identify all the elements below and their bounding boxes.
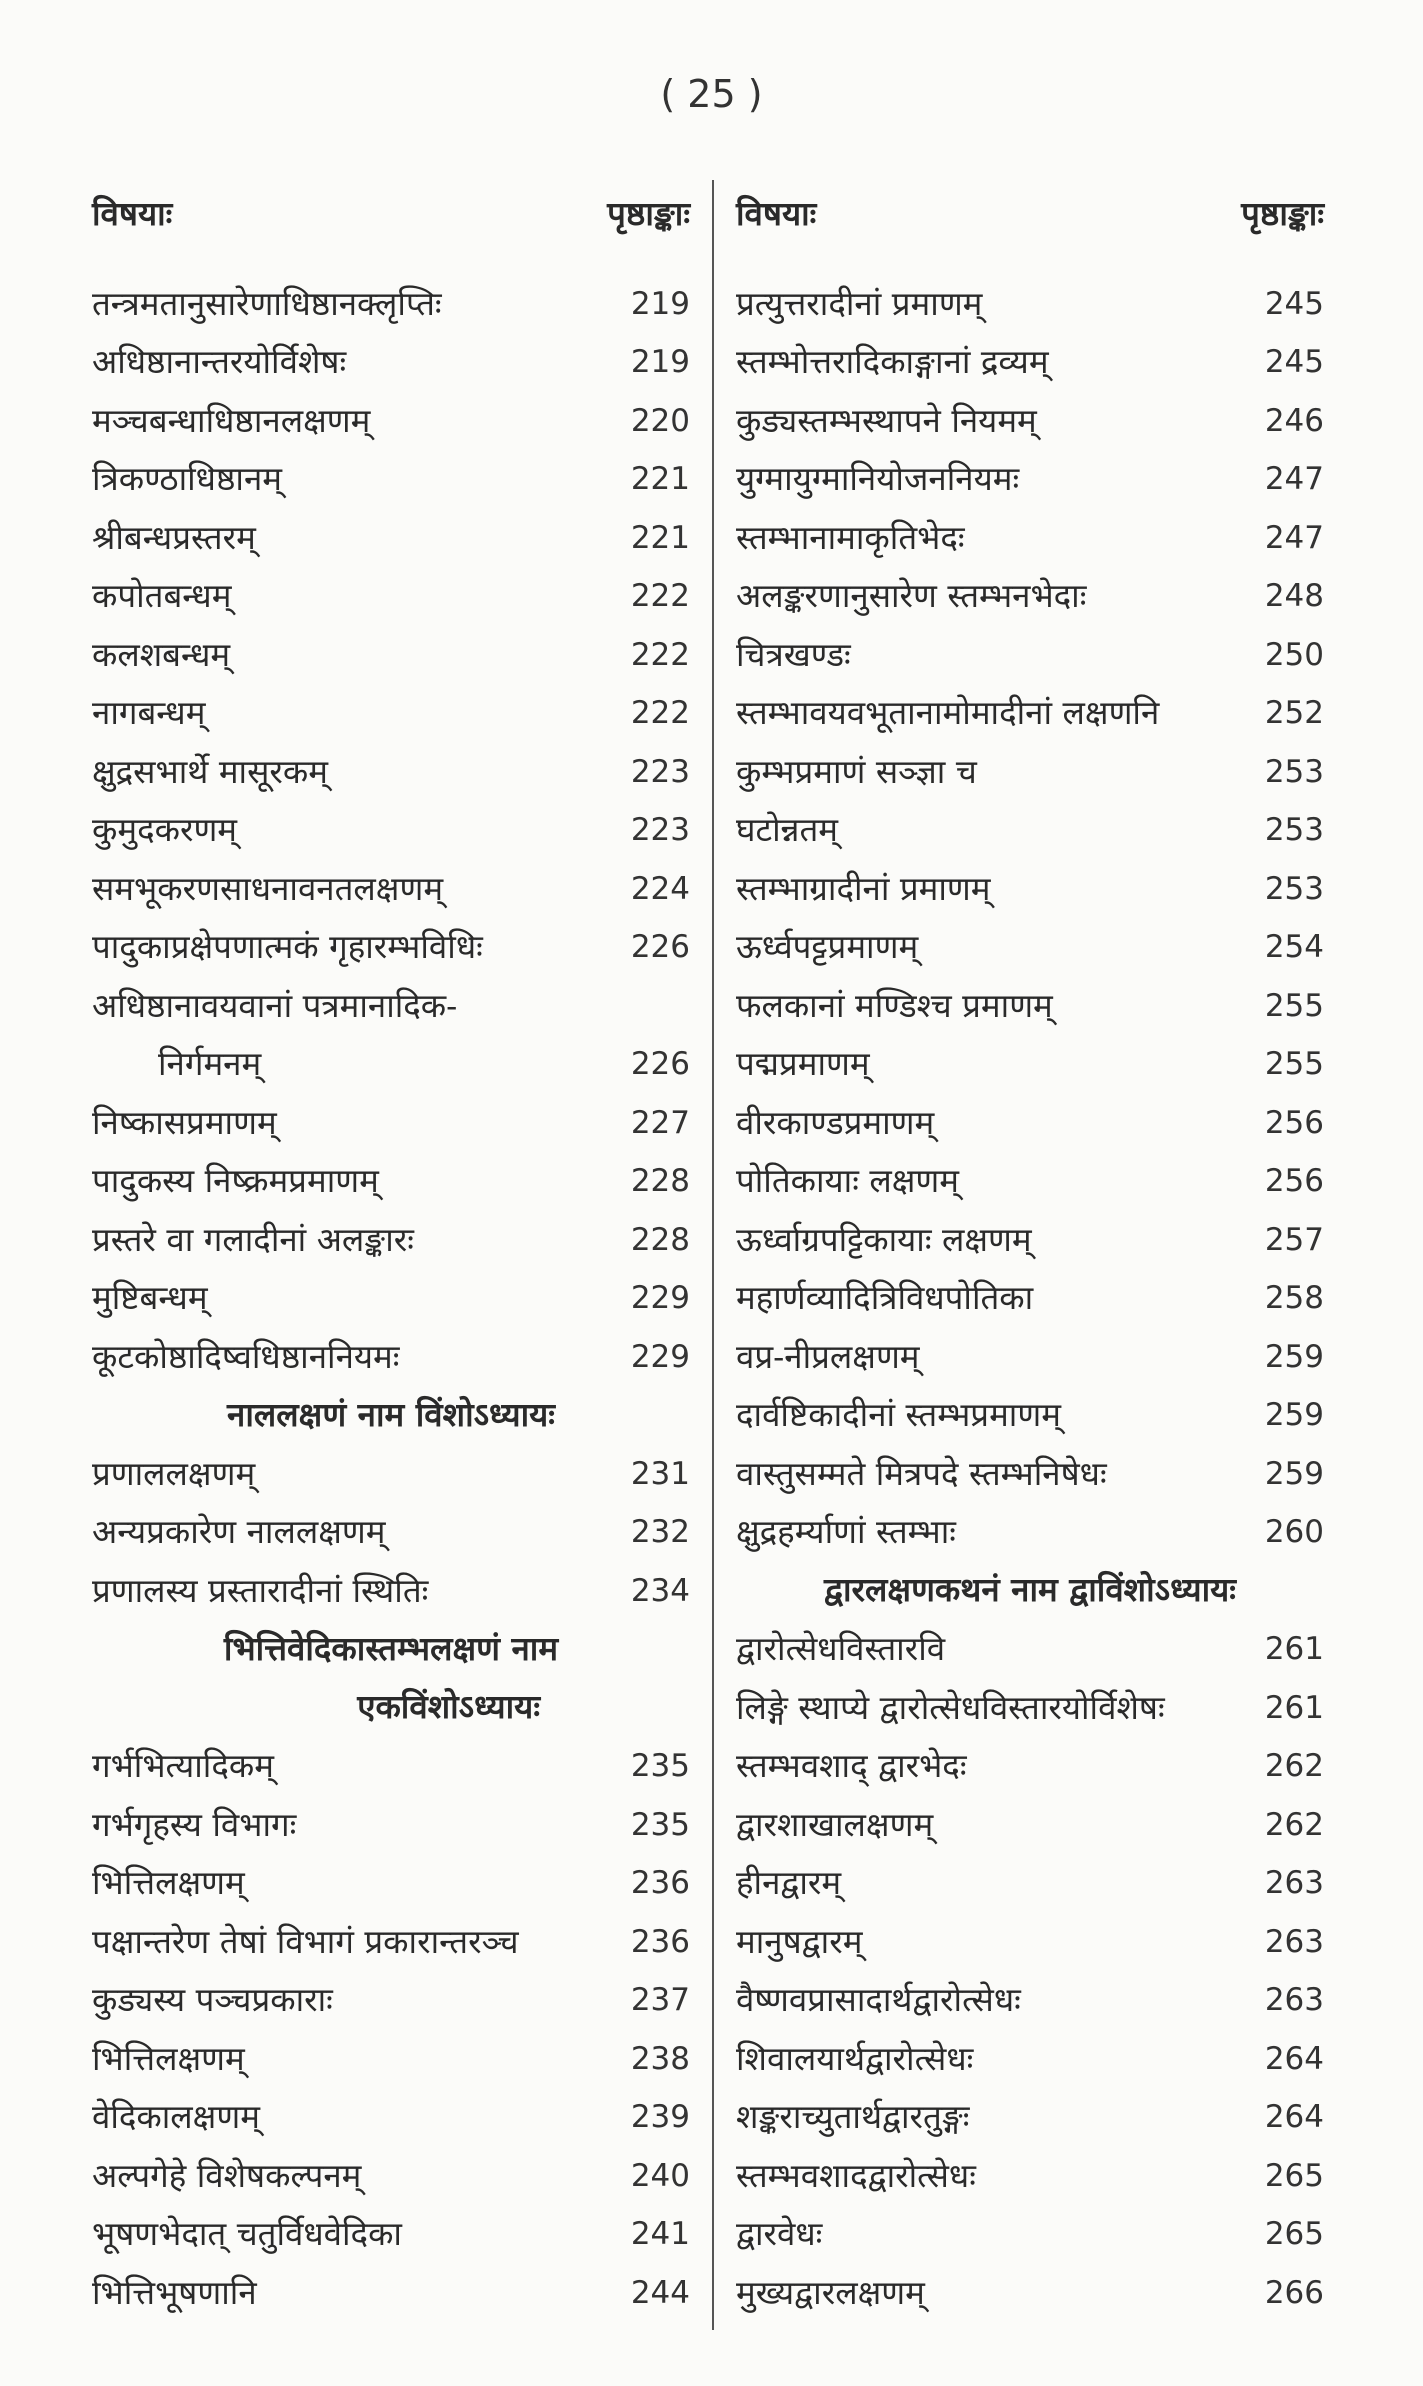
column-divider: [712, 180, 714, 2330]
entry-title: क्षुद्रसभार्थे मासूरकम्: [92, 751, 328, 791]
right-column: [736, 180, 1324, 2322]
entry-page-number: 266: [1264, 2274, 1324, 2311]
toc-entry: [92, 1503, 690, 1562]
entry-page-number: 227: [630, 1104, 690, 1141]
entry-page-number: 253: [1264, 812, 1324, 848]
entry-page-number: 261: [1264, 1631, 1324, 1667]
chapter-heading: नाललक्षणं नाम विंशोऽध्यायः: [227, 1394, 555, 1434]
toc-entry: [736, 1678, 1324, 1737]
toc-entry: [92, 2263, 690, 2322]
entry-page-number: 263: [1264, 1865, 1324, 1901]
entry-page-number: 220: [630, 402, 690, 439]
toc-entry: [736, 1327, 1324, 1386]
toc-entry: [736, 1152, 1324, 1211]
entry-page-number: 259: [1264, 1455, 1324, 1492]
toc-entry: [736, 918, 1324, 977]
entry-page-number: 264: [1264, 2040, 1324, 2077]
entry-title: स्तम्भाग्रादीनां प्रमाणम्: [736, 868, 991, 908]
toc-entry: [736, 1093, 1324, 1152]
entry-title: अल्पगेहे विशेषकल्पनम्: [92, 2155, 362, 2195]
entry-title: कुम्भप्रमाणं सञ्ज्ञा च: [736, 751, 977, 791]
entry-page-number: 248: [1264, 578, 1324, 614]
entry-page-number: 226: [630, 929, 690, 965]
toc-entry: [92, 1795, 690, 1854]
entry-page-number: 223: [630, 812, 690, 848]
entry-title: महार्णव्यादित्रिविधपोतिका: [736, 1278, 1034, 1317]
entry-title: स्तम्भावयवभूतानामोमादीनां लक्षणनि: [736, 693, 1160, 732]
chapter-heading: द्वारलक्षणकथनं नाम द्वाविंशोऽध्यायः: [824, 1570, 1236, 1609]
entry-title: वप्र-नीप्रलक्षणम्: [736, 1336, 920, 1376]
right-column-header: [736, 180, 1324, 244]
entry-title: मुख्यद्वारलक्षणम्: [736, 2272, 925, 2312]
entry-title: कुड्यस्य पञ्चप्रकाराः: [92, 1980, 333, 2019]
toc-entry: [92, 274, 690, 333]
entry-title: ऊर्ध्वाग्रपट्टिकायाः लक्षणम्: [736, 1219, 1032, 1259]
toc-entry: [736, 2146, 1324, 2205]
toc-entry: [736, 1503, 1324, 1562]
entry-page-number: 247: [1264, 461, 1324, 497]
toc-entry: [92, 976, 690, 1035]
entry-page-number: 263: [1264, 1923, 1324, 1960]
toc-entry: [736, 742, 1324, 801]
entry-title: लिङ्गे स्थाप्ये द्वारोत्सेधविस्तारयोर्विशेषः: [736, 1687, 1165, 1727]
entry-page-number: 252: [1264, 695, 1324, 731]
toc-entry: [736, 2088, 1324, 2147]
entry-page-number: 250: [1264, 636, 1324, 673]
entry-title: पद्मप्रमाणम्: [736, 1044, 870, 1083]
toc-entry: [736, 333, 1324, 392]
entry-title: कपोतबन्धम्: [92, 576, 232, 615]
entry-page-number: 246: [1264, 402, 1324, 439]
toc-entry: [92, 508, 690, 567]
entry-page-number: 240: [630, 2157, 690, 2194]
entry-title: द्वारशाखालक्षणम्: [736, 1804, 934, 1844]
entry-title: शङ्कराच्युतार्थद्वारतुङ्गः: [736, 2097, 970, 2136]
toc-entry: [736, 976, 1324, 1035]
toc-entry: [736, 2205, 1324, 2264]
toc-entry: [92, 2029, 690, 2088]
entry-page-number: 224: [630, 870, 690, 907]
toc-entry: [92, 567, 690, 626]
entry-page-number: 221: [630, 519, 690, 556]
entry-title: गर्भगृहस्य विभागः: [92, 1804, 297, 1844]
toc-entry: [736, 1854, 1324, 1913]
toc-entry: [92, 2088, 690, 2147]
entry-page-number: 229: [630, 1338, 690, 1375]
entry-page-number: 229: [630, 1280, 690, 1316]
toc-entry: [736, 859, 1324, 918]
entry-page-number: 260: [1264, 1514, 1324, 1550]
entry-page-number: 241: [630, 2216, 690, 2252]
entry-title: प्रणालस्य प्रस्तारादीनां स्थितिः: [92, 1570, 429, 1610]
toc-entry: [92, 1093, 690, 1152]
entry-title: श्रीबन्धप्रस्तरम्: [92, 517, 256, 557]
entry-page-number: 219: [630, 344, 690, 380]
entry-title: युग्मायुग्मानियोजननियमः: [736, 459, 1020, 498]
entry-title: घटोन्नतम्: [736, 810, 839, 849]
left-entries: [92, 274, 690, 2322]
toc-entry: [736, 1210, 1324, 1269]
toc-entry: [736, 1912, 1324, 1971]
entry-title: कुमुदकरणम्: [92, 810, 238, 849]
entry-title: वीरकाण्डप्रमाणम्: [736, 1102, 935, 1142]
toc-entry: [92, 1971, 690, 2030]
entry-page-number: 238: [630, 2040, 690, 2077]
toc-entry: [736, 274, 1324, 333]
toc-entry: [92, 684, 690, 743]
entry-title: शिवालयार्थद्वारोत्सेधः: [736, 2038, 974, 2078]
entry-title: कूटकोष्ठादिष्वधिष्ठाननियमः: [92, 1336, 400, 1376]
entry-title: मुष्टिबन्धम्: [92, 1278, 208, 1317]
chapter-heading: भित्तिवेदिकास्तम्भलक्षणं नाम: [223, 1628, 559, 1668]
entry-page-number: 262: [1264, 1806, 1324, 1843]
entry-title: निर्गमनम्: [158, 1044, 262, 1083]
entry-title: निष्कासप्रमाणम्: [92, 1102, 277, 1142]
right-entries: [736, 274, 1324, 2322]
entry-page-number: 222: [630, 636, 690, 673]
toc-entry: [92, 391, 690, 450]
entry-page-number: 259: [1264, 1397, 1324, 1433]
entry-title: स्तम्भवशाद् द्वारभेदः: [736, 1746, 967, 1785]
toc-entry: [92, 1912, 690, 1971]
entry-page-number: 257: [1264, 1221, 1324, 1258]
entry-page-number: 265: [1264, 2216, 1324, 2252]
entry-title: मानुषद्वारम्: [736, 1921, 863, 1961]
entry-title: दार्वष्टिकादीनां स्तम्भप्रमाणम्: [736, 1395, 1061, 1434]
entry-title: द्वारोत्सेधविस्तारवि: [736, 1629, 946, 1668]
entry-title: वेदिकालक्षणम्: [92, 2097, 260, 2136]
entry-title: भित्तिलक्षणम्: [92, 1863, 245, 1902]
toc-entry: [92, 2205, 690, 2264]
toc-entry: [736, 801, 1324, 860]
toc-entry: [92, 1737, 690, 1796]
entry-page-number: 256: [1264, 1104, 1324, 1141]
toc-entry: [92, 1210, 690, 1269]
entry-title: पादुकस्य निष्क्रमप्रमाणम्: [92, 1161, 379, 1200]
entry-title: क्षुद्रहर्म्याणां स्तम्भाः: [736, 1512, 956, 1551]
entry-title: कुड्यस्तम्भस्थापने नियमम्: [736, 400, 1037, 440]
entry-page-number: 228: [630, 1163, 690, 1199]
entry-title: प्रस्तरे वा गलादीनां अलङ्कारः: [92, 1219, 414, 1259]
toc-entry: [92, 918, 690, 977]
toc-entry: [92, 1854, 690, 1913]
toc-entry: [92, 450, 690, 509]
page-number: ( 25 ): [660, 72, 763, 116]
toc-entry: [736, 1795, 1324, 1854]
entry-title: गर्भभित्यादिकम्: [92, 1746, 274, 1785]
entry-title: अलङ्करणानुसारेण स्तम्भनभेदाः: [736, 576, 1087, 615]
entry-page-number: 235: [630, 1748, 690, 1784]
entry-page-number: 247: [1264, 519, 1324, 556]
entry-title: स्तम्भानामाकृतिभेदः: [736, 517, 965, 557]
toc-entry: [92, 1152, 690, 1211]
entry-title: स्तम्भवशादद्वारोत्सेधः: [736, 2155, 976, 2195]
page-heading: पृष्ठाङ्काः: [1241, 193, 1324, 233]
entry-title: समभूकरणसाधनावनतलक्षणम्: [92, 868, 444, 908]
toc-entry: [92, 1561, 690, 1620]
toc-entry: [736, 1386, 1324, 1445]
toc-entry: [92, 1444, 690, 1503]
entry-page-number: 245: [1264, 285, 1324, 322]
toc-entry: [736, 684, 1324, 743]
toc-entry: [92, 625, 690, 684]
entry-page-number: 221: [630, 461, 690, 497]
toc-entry: [736, 1035, 1324, 1094]
entry-page-number: 263: [1264, 1982, 1324, 2018]
toc-entry: [736, 567, 1324, 626]
toc-entry: [736, 625, 1324, 684]
entry-page-number: 228: [630, 1221, 690, 1258]
entry-page-number: 254: [1264, 929, 1324, 965]
entry-page-number: 259: [1264, 1338, 1324, 1375]
entry-page-number: 245: [1264, 344, 1324, 380]
entry-page-number: 265: [1264, 2157, 1324, 2194]
left-column-header: [92, 180, 690, 244]
entry-title: पोतिकायाः लक्षणम्: [736, 1161, 960, 1200]
entry-title: मञ्चबन्धाधिष्ठानलक्षणम्: [92, 400, 371, 440]
entry-page-number: 255: [1264, 987, 1324, 1024]
entry-title: प्रत्युत्तरादीनां प्रमाणम्: [736, 283, 983, 323]
entry-page-number: 244: [630, 2274, 690, 2311]
entry-page-number: 236: [630, 1923, 690, 1960]
entry-title: तन्त्रमतानुसारेणाधिष्ठानक्लृप्तिः: [92, 283, 442, 323]
entry-page-number: 222: [630, 578, 690, 614]
toc-entry: [92, 1269, 690, 1328]
entry-title: भूषणभेदात् चतुर्विधवेदिका: [92, 2214, 402, 2253]
entry-title: पादुकाप्रक्षेपणात्मकं गृहारम्भविधिः: [92, 927, 483, 966]
entry-title: अधिष्ठानान्तरयोर्विशेषः: [92, 342, 347, 381]
entry-title: नागबन्धम्: [92, 693, 206, 732]
subject-heading: विषयाः: [736, 193, 817, 233]
entry-title: स्तम्भोत्तरादिकाङ्गानां द्रव्यम्: [736, 342, 1049, 381]
toc-entry: [736, 2029, 1324, 2088]
entry-page-number: 235: [630, 1806, 690, 1843]
toc-entry: [92, 801, 690, 860]
entry-page-number: 253: [1264, 870, 1324, 907]
toc-entry: [92, 1327, 690, 1386]
entry-title: पक्षान्तरेण तेषां विभागं प्रकारान्तरञ्च: [92, 1921, 519, 1961]
entry-title: भित्तिलक्षणम्: [92, 2038, 245, 2078]
entry-title: प्रणाललक्षणम्: [92, 1453, 256, 1493]
entry-title: अन्यप्रकारेण नाललक्षणम्: [92, 1512, 386, 1551]
entry-page-number: 219: [630, 285, 690, 322]
entry-page-number: 236: [630, 1865, 690, 1901]
toc-entry: [736, 391, 1324, 450]
entry-page-number: 261: [1264, 1689, 1324, 1726]
toc-entry: [92, 859, 690, 918]
entry-title: कलशबन्धम्: [92, 634, 231, 674]
toc-entry: [736, 1444, 1324, 1503]
entry-title: अधिष्ठानावयवानां पत्रमानादिक-: [92, 985, 458, 1025]
entry-page-number: 239: [630, 2099, 690, 2135]
toc-entry: [92, 2146, 690, 2205]
toc-entry: [736, 450, 1324, 509]
toc-entry: [736, 508, 1324, 567]
entry-title: त्रिकण्ठाधिष्ठानम्: [92, 459, 283, 498]
entry-title: ऊर्ध्वपट्टप्रमाणम्: [736, 927, 919, 966]
entry-page-number: 226: [630, 1046, 690, 1082]
toc-entry: [736, 1269, 1324, 1328]
page-heading: पृष्ठाङ्काः: [607, 193, 690, 233]
toc-entry: [92, 333, 690, 392]
entry-page-number: 237: [630, 1982, 690, 2018]
entry-title: वैष्णवप्रासादार्थद्वारोत्सेधः: [736, 1980, 1021, 2019]
toc-entry: [92, 742, 690, 801]
entry-page-number: 258: [1264, 1280, 1324, 1316]
entry-title: द्वारवेधः: [736, 2214, 823, 2253]
entry-title: हीनद्वारम्: [736, 1863, 842, 1902]
left-column: [92, 180, 690, 2322]
entry-page-number: 231: [630, 1455, 690, 1492]
toc-entry: [736, 1971, 1324, 2030]
entry-page-number: 234: [630, 1572, 690, 1609]
toc-entry: [736, 1620, 1324, 1679]
entry-title: चित्रखण्डः: [736, 634, 851, 674]
entry-page-number: 255: [1264, 1046, 1324, 1082]
entry-page-number: 264: [1264, 2099, 1324, 2135]
toc-entry: [736, 2263, 1324, 2322]
entry-page-number: 222: [630, 695, 690, 731]
entry-title: भित्तिभूषणानि: [92, 2272, 257, 2312]
entry-page-number: 253: [1264, 753, 1324, 790]
entry-title: वास्तुसम्मते मित्रपदे स्तम्भनिषेधः: [736, 1453, 1107, 1493]
toc-entry: [736, 1737, 1324, 1796]
entry-page-number: 232: [630, 1514, 690, 1550]
entry-page-number: 262: [1264, 1748, 1324, 1784]
entry-page-number: 256: [1264, 1163, 1324, 1199]
entry-title: फलकानां मण्डिश्च प्रमाणम्: [736, 985, 1053, 1025]
entry-page-number: 223: [630, 753, 690, 790]
chapter-heading: एकविंशोऽध्यायः: [357, 1687, 540, 1726]
subject-heading: विषयाः: [92, 193, 173, 233]
toc-entry: [92, 1035, 690, 1094]
